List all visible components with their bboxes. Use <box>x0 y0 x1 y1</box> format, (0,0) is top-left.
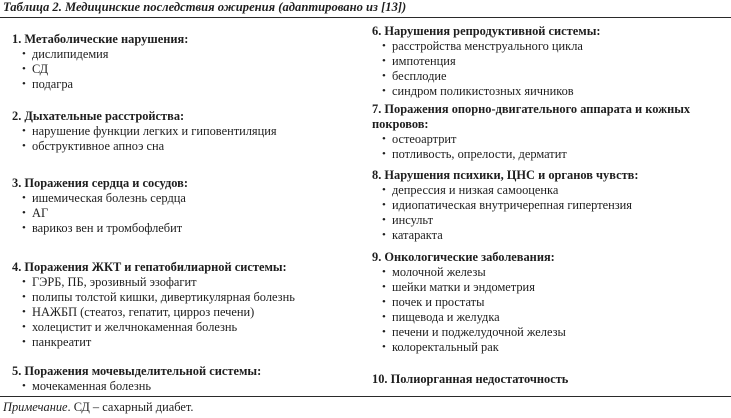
list-item: • расстройства менструального цикла <box>382 39 727 54</box>
list-item: • импотенция <box>382 54 727 69</box>
section-heading: 9. Онкологические заболевания: <box>372 250 555 264</box>
section-heading: 5. Поражения мочевыделительной системы: <box>12 364 262 378</box>
section-metabolic <box>12 32 357 92</box>
section-gastrointestinal <box>12 260 357 350</box>
item-list <box>372 39 727 99</box>
item-list <box>12 379 357 394</box>
section-heading: 8. Нарушения психики, ЦНС и органов чувств: <box>372 168 639 182</box>
section-heading: 3. Поражения сердца и сосудов: <box>12 176 188 190</box>
section-reproductive <box>372 24 727 99</box>
note-text: . СД – сахарный диабет. <box>67 400 194 414</box>
list-item: • полипы толстой кишки, дивертикулярная болезнь <box>22 290 357 305</box>
item-list <box>12 124 357 154</box>
list-item: • нарушение функции легких и гиповентиляция <box>22 124 357 139</box>
item-list <box>372 265 727 355</box>
list-item: • НАЖБП (стеатоз, гепатит, цирроз печени) <box>22 305 357 320</box>
list-item: • дислипидемия <box>22 47 357 62</box>
item-list <box>12 275 357 350</box>
list-item: • ишемическая болезнь сердца <box>22 191 357 206</box>
list-item: • АГ <box>22 206 357 221</box>
list-item: • варикоз вен и тромбофлебит <box>22 221 357 236</box>
item-list <box>372 132 727 162</box>
section-musculoskeletal-skin <box>372 102 727 162</box>
list-item: • синдром поликистозных яичников <box>382 84 727 99</box>
bottom-rule <box>0 396 731 397</box>
section-neuro-psych <box>372 168 727 243</box>
list-item: • молочной железы <box>382 265 727 280</box>
list-item: • инсульт <box>382 213 727 228</box>
list-item: • холецистит и желчнокаменная болезнь <box>22 320 357 335</box>
item-list <box>12 191 357 236</box>
list-item: • бесплодие <box>382 69 727 84</box>
top-rule <box>0 17 731 18</box>
list-item: • шейки матки и эндометрия <box>382 280 727 295</box>
list-item: • мочекаменная болезнь <box>22 379 357 394</box>
section-heading: 6. Нарушения репродуктивной системы: <box>372 24 601 38</box>
list-item: • катаракта <box>382 228 727 243</box>
list-item: • СД <box>22 62 357 77</box>
list-item: • идиопатическая внутричерепная гипертензия <box>382 198 727 213</box>
list-item: • депрессия и низкая самооценка <box>382 183 727 198</box>
list-item: • пищевода и желудка <box>382 310 727 325</box>
note-label: Примечание <box>3 400 68 414</box>
list-item: • потливость, опрелости, дерматит <box>382 147 727 162</box>
list-item: • почек и простаты <box>382 295 727 310</box>
section-urinary <box>12 364 357 394</box>
table-title: Таблица 2. Медицинские последствия ожирения (адаптировано из [13]) <box>3 0 407 14</box>
list-item: • панкреатит <box>22 335 357 350</box>
list-item: • подагра <box>22 77 357 92</box>
item-list <box>372 183 727 243</box>
section-heading: 2. Дыхательные расстройства: <box>12 109 185 123</box>
section-respiratory <box>12 109 357 154</box>
list-item: • ГЭРБ, ПБ, эрозивный эзофагит <box>22 275 357 290</box>
list-item: • колоректальный рак <box>382 340 727 355</box>
list-item: • обструктивное апноэ сна <box>22 139 357 154</box>
list-item: • остеоартрит <box>382 132 727 147</box>
section-heading: 10. Полиорганная недостаточность <box>372 372 569 386</box>
section-heading: 7. Поражения опорно-двигательного аппарата и кожных покровов: <box>372 102 691 131</box>
section-cardiovascular <box>12 176 357 236</box>
table-note <box>3 400 193 415</box>
section-heading: 1. Метаболические нарушения: <box>12 32 189 46</box>
list-item: • печени и поджелудочной железы <box>382 325 727 340</box>
section-heading: 4. Поражения ЖКТ и гепатобилиарной системы: <box>12 260 287 274</box>
item-list <box>12 47 357 92</box>
section-oncology <box>372 250 727 355</box>
section-multiorgan <box>372 372 727 387</box>
